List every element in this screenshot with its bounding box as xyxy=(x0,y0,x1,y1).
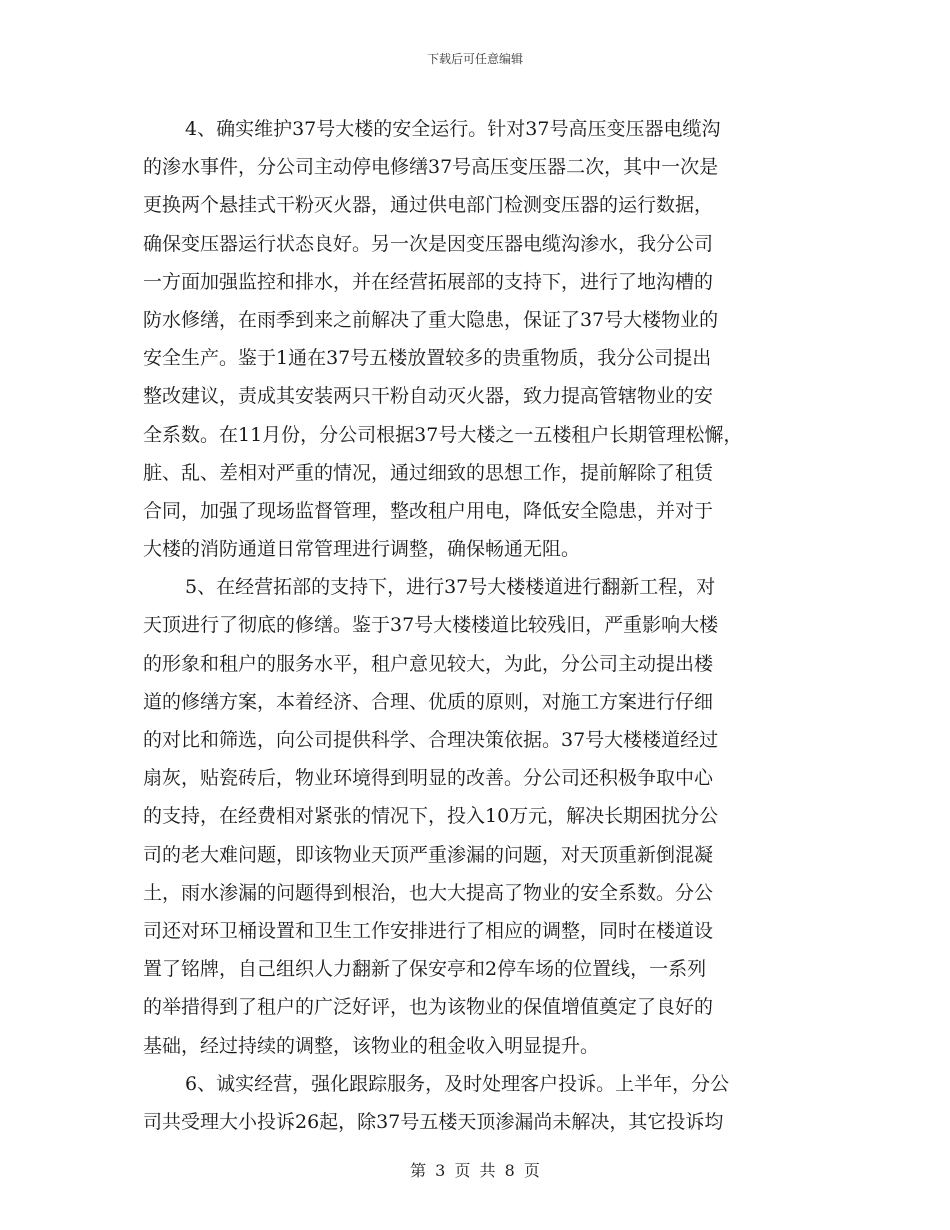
paragraph-6-line: 6、诚实经营，强化跟踪服务，及时处理客户投诉。上半年，分公 xyxy=(185,1072,730,1095)
paragraph-4-line: 的渗水事件，分公司主动停电修缮37号高压变压器二次，其中一次是 xyxy=(143,156,719,179)
document-body xyxy=(143,110,823,1141)
paragraph-5-line: 土，雨水渗漏的问题得到根治，也大大提高了物业的安全系数。分公 xyxy=(143,881,714,904)
paragraph-5-line: 扇灰，贴瓷砖后，物业环境得到明显的改善。分公司还积极争取中心 xyxy=(143,767,714,790)
paragraph-4-line: 脏、乱、差相对严重的情况，通过细致的思想工作，提前解除了租赁 xyxy=(143,461,714,484)
paragraph-4-line: 大楼的消防通道日常管理进行调整，确保畅通无阻。 xyxy=(143,538,581,561)
paragraph-5-line: 司还对环卫桶设置和卫生工作安排进行了相应的调整，同时在楼道设 xyxy=(143,919,714,942)
paragraph-4-line: 确保变压器运行状态良好。另一次是因变压器电缆沟渗水，我分公司 xyxy=(143,232,714,255)
page-header: 下载后可任意编辑 xyxy=(426,52,523,66)
paragraph-4-line: 安全生产。鉴于1通在37号五楼放置较多的贵重物质，我分公司提出 xyxy=(143,347,712,370)
paragraph-4-line: 整改建议，责成其安装两只干粉自动灭火器，致力提高管辖物业的安 xyxy=(143,385,714,408)
paragraph-5-line: 的支持，在经费相对紧张的情况下，投入10万元，解决长期困扰分公 xyxy=(143,805,719,828)
paragraph-4-line: 更换两个悬挂式干粉灭火器，通过供电部门检测变压器的运行数据， xyxy=(143,194,714,217)
paragraph-5-line: 天顶进行了彻底的修缮。鉴于37号大楼楼道比较残旧，严重影响大楼 xyxy=(143,614,719,637)
paragraph-5-line: 的形象和租户的服务水平，租户意见较大，为此，分公司主动提出楼 xyxy=(143,652,714,675)
paragraph-5-line: 基础，经过持续的调整，该物业的租金收入明显提升。 xyxy=(143,1034,600,1057)
paragraph-4-line: 防水修缮，在雨季到来之前解决了重大隐患，保证了37号大楼物业的 xyxy=(143,308,719,331)
paragraph-4-line: 合同，加强了现场监督管理，整改租户用电，降低安全隐患，并对于 xyxy=(143,499,714,522)
paragraph-6-line: 司共受理大小投诉26起，除37号五楼天顶渗漏尚未解决，其它投诉均 xyxy=(143,1110,724,1133)
paragraph-5-line: 的举措得到了租户的广泛好评，也为该物业的保值增值奠定了良好的 xyxy=(143,996,714,1019)
paragraph-5-line: 道的修缮方案，本着经济、合理、优质的原则，对施工方案进行仔细 xyxy=(143,690,714,713)
paragraph-5-line: 司的老大难问题，即该物业天顶严重渗漏的问题，对天顶重新倒混凝 xyxy=(143,843,714,866)
paragraph-4-line: 4、确实维护37号大楼的安全运行。针对37号高压变压器电缆沟 xyxy=(185,118,721,140)
paragraph-4-line: 一方面加强监控和排水，并在经营拓展部的支持下，进行了地沟槽的 xyxy=(143,270,714,293)
paragraph-5-line: 5、在经营拓部的支持下，进行37号大楼楼道进行翻新工程，对 xyxy=(185,576,716,599)
paragraph-4-line: 全系数。在11月份，分公司根据37号大楼之一五楼租户长期管理松懈， xyxy=(143,423,743,446)
page-number-footer: 第 3 页 共 8 页 xyxy=(410,1161,540,1180)
paragraph-5-line: 置了铭牌，自己组织人力翻新了保安亭和2停车场的位置线，一系列 xyxy=(143,958,707,981)
paragraph-5-line: 的对比和筛选，向公司提供科学、合理决策依据。37号大楼楼道经过 xyxy=(143,729,719,751)
